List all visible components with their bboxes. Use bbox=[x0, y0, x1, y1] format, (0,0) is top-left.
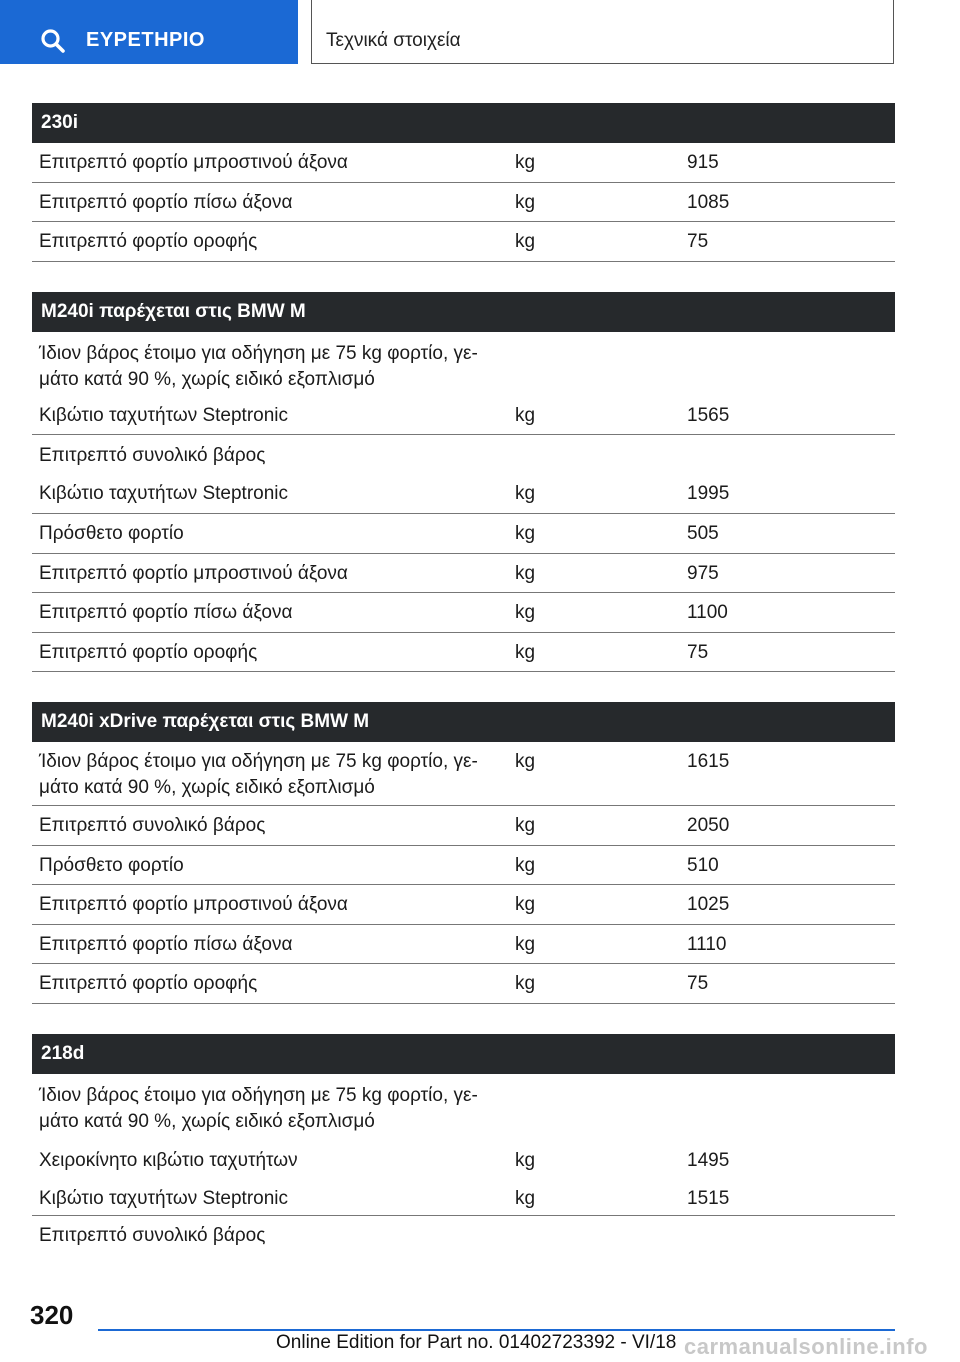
row-value: 1995 bbox=[687, 483, 730, 504]
row-value: 1085 bbox=[687, 192, 730, 213]
row-label: Ίδιον βάρος έτοιμο για οδήγηση με 75 kg φορτίο, γε‐μάτο κατά 90 %, χωρίς ειδικό εξοπλισμό bbox=[39, 343, 478, 390]
table-row bbox=[32, 222, 895, 262]
table-row bbox=[32, 1074, 895, 1146]
row-label: Επιτρεπτό φορτίο μπροστινού άξονα bbox=[39, 152, 348, 173]
row-unit: kg bbox=[515, 973, 536, 994]
table-row bbox=[32, 964, 895, 1004]
row-unit: kg bbox=[515, 602, 536, 623]
row-label: Ίδιον βάρος έτοιμο για οδήγηση με 75 kg φορτίο, γε‐μάτο κατά 90 %, χωρίς ειδικό εξοπλισμό bbox=[39, 1085, 478, 1132]
edition-text: Online Edition for Part no. 01402723392 - VI/18 bbox=[276, 1332, 677, 1353]
row-unit: kg bbox=[515, 934, 536, 955]
row-label: Κιβώτιο ταχυτήτων Steptronic bbox=[39, 1188, 289, 1209]
row-unit: kg bbox=[515, 815, 536, 836]
section-heading: 230i bbox=[32, 103, 895, 143]
table-row bbox=[32, 742, 895, 806]
row-unit: kg bbox=[515, 192, 536, 213]
row-label: Πρόσθετο φορτίο bbox=[39, 855, 184, 876]
table-row bbox=[32, 1146, 895, 1184]
row-value: 1565 bbox=[687, 405, 730, 426]
row-label: Επιτρεπτό φορτίο πίσω άξονα bbox=[39, 192, 293, 213]
page-number: 320 bbox=[30, 1300, 74, 1330]
row-value: 1100 bbox=[687, 602, 728, 623]
row-value: 1025 bbox=[687, 894, 730, 915]
row-label: Επιτρεπτό συνολικό βάρος bbox=[39, 815, 266, 836]
row-unit: kg bbox=[515, 642, 536, 663]
row-label: Πρόσθετο φορτίο bbox=[39, 523, 184, 544]
top-navigation-bar bbox=[0, 0, 960, 66]
row-unit: kg bbox=[515, 523, 536, 544]
row-label: Επιτρεπτό φορτίο μπροστινού άξονα bbox=[39, 894, 348, 915]
row-label: Επιτρεπτό φορτίο οροφής bbox=[39, 642, 258, 663]
table-row bbox=[32, 554, 895, 593]
row-label: Ίδιον βάρος έτοιμο για οδήγηση με 75 kg φορτίο, γε‐μάτο κατά 90 %, χωρίς ειδικό εξοπλισμό bbox=[39, 751, 478, 798]
row-unit: kg bbox=[515, 563, 536, 584]
row-value: 915 bbox=[687, 152, 719, 173]
chapter-title-tab[interactable] bbox=[311, 0, 894, 64]
footer-divider bbox=[98, 1329, 895, 1331]
search-icon bbox=[40, 28, 66, 54]
row-value: 75 bbox=[687, 973, 709, 994]
row-label: Επιτρεπτό φορτίο μπροστινού άξονα bbox=[39, 563, 348, 584]
row-value: 1110 bbox=[687, 934, 727, 955]
section-heading: M240i παρέχεται στις BMW M bbox=[32, 292, 895, 332]
spec-table-230i bbox=[32, 103, 895, 262]
row-unit: kg bbox=[515, 231, 536, 252]
watermark-text: carmanualsonline.info bbox=[684, 1334, 928, 1359]
table-row bbox=[32, 143, 895, 183]
row-label: Επιτρεπτό φορτίο πίσω άξονα bbox=[39, 934, 293, 955]
section-heading: 218d bbox=[32, 1034, 895, 1074]
row-unit: kg bbox=[515, 855, 536, 876]
row-value: 975 bbox=[687, 563, 719, 584]
row-unit: kg bbox=[515, 483, 536, 504]
row-value: 75 bbox=[687, 642, 709, 663]
row-unit: kg bbox=[515, 1150, 536, 1171]
table-row bbox=[32, 1216, 895, 1256]
row-label: Επιτρεπτό φορτίο πίσω άξονα bbox=[39, 602, 293, 623]
table-row bbox=[32, 183, 895, 222]
table-row bbox=[32, 846, 895, 885]
table-row bbox=[32, 435, 895, 477]
table-row bbox=[32, 806, 895, 846]
table-row bbox=[32, 514, 895, 554]
table-row bbox=[32, 633, 895, 672]
index-button[interactable] bbox=[0, 0, 298, 64]
table-row bbox=[32, 400, 895, 435]
row-label: Επιτρεπτό φορτίο οροφής bbox=[39, 973, 258, 994]
row-value: 1515 bbox=[687, 1188, 730, 1209]
row-unit: kg bbox=[515, 152, 536, 173]
table-row bbox=[32, 885, 895, 925]
row-label: Κιβώτιο ταχυτήτων Steptronic bbox=[39, 405, 289, 426]
row-label: Επιτρεπτό συνολικό βάρος bbox=[39, 1225, 266, 1246]
row-value: 505 bbox=[687, 523, 719, 544]
spec-table-218d bbox=[32, 1034, 895, 1256]
row-value: 1495 bbox=[687, 1150, 730, 1171]
row-value: 1615 bbox=[687, 751, 730, 772]
row-value: 510 bbox=[687, 855, 719, 876]
row-label: Επιτρεπτό συνολικό βάρος bbox=[39, 445, 266, 466]
index-label: ΕΥΡΕΤΗΡΙΟ bbox=[86, 29, 205, 51]
row-unit: kg bbox=[515, 1188, 536, 1209]
row-unit: kg bbox=[515, 894, 536, 915]
row-unit: kg bbox=[515, 751, 536, 772]
row-unit: kg bbox=[515, 405, 536, 426]
table-row bbox=[32, 593, 895, 633]
table-row bbox=[32, 332, 895, 400]
section-heading: M240i xDrive παρέχεται στις BMW M bbox=[32, 702, 895, 742]
row-value: 2050 bbox=[687, 815, 730, 836]
spec-table-m240i-xdrive bbox=[32, 702, 895, 1004]
table-row bbox=[32, 925, 895, 964]
row-value: 75 bbox=[687, 231, 709, 252]
row-label: Χειροκίνητο κιβώτιο ταχυτήτων bbox=[39, 1150, 298, 1171]
spec-table-m240i bbox=[32, 292, 895, 672]
row-label: Επιτρεπτό φορτίο οροφής bbox=[39, 231, 258, 252]
table-row bbox=[32, 1184, 895, 1216]
chapter-title: Τεχνικά στοιχεία bbox=[326, 30, 461, 51]
row-label: Κιβώτιο ταχυτήτων Steptronic bbox=[39, 483, 289, 504]
table-row bbox=[32, 477, 895, 514]
